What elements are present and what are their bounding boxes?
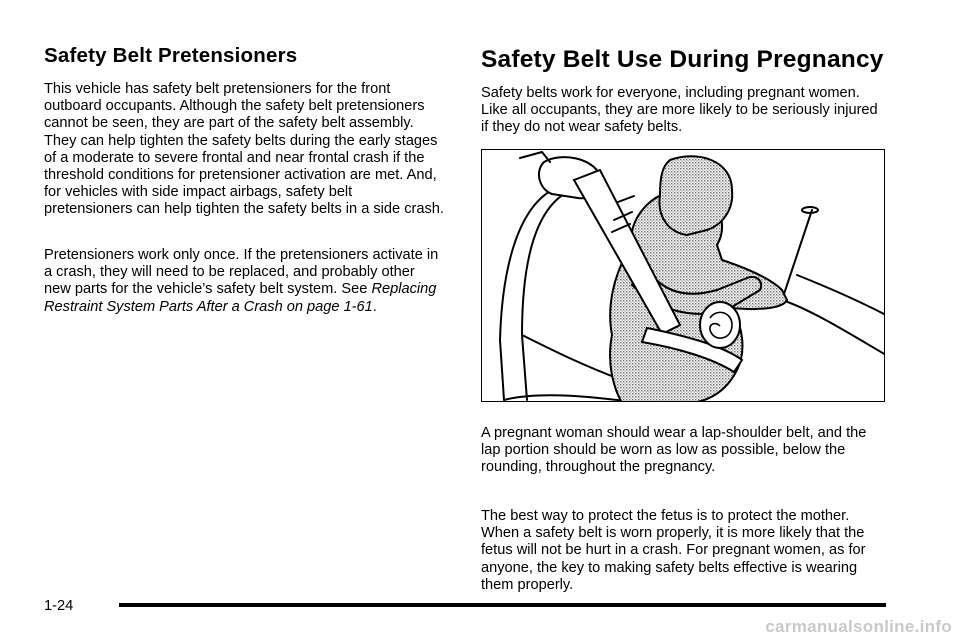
pregnancy-paragraph-1: Safety belts work for everyone, including pregnant women. Like all occupants, they are more likely to be seriously injured if they do not wear safety belts. [481, 85, 878, 136]
site-watermark: carmanualsonline.info [765, 617, 952, 636]
pretensioners-paragraph-2 [44, 247, 444, 316]
footer-divider [119, 603, 886, 607]
pregnant-woman-belt-illustration [481, 149, 885, 402]
pretensioners-paragraph-2-end: . [372, 298, 377, 315]
pregnancy-paragraph-2: A pregnant woman should wear a lap-shoulder belt, and the lap portion should be worn as low as possible, below the rounding, throughout the pregnancy. [481, 425, 867, 476]
page-number: 1-24 [44, 598, 74, 614]
pretensioners-paragraph-2-text: Pretensioners work only once. If the pretensioners activate in a crash, they will need to be replaced, and probably other new parts for the vehicle’s safety belt system. See [44, 247, 439, 298]
section-heading-pregnancy: Safety Belt Use During Pregnancy [481, 46, 884, 73]
pretensioners-paragraph-1: This vehicle has safety belt pretensioners for the front outboard occupants. Although the safety belt pretensioners cannot be seen, they are part of the safety belt assembly. They can help tighten the safety belts during the early stages of a moderate to severe frontal and near frontal crash if the threshold conditions for pretensioner activation are met. And, for vehicles with side impact airbags, safety belt pretensioners can help tighten the safety belts in a side crash. [44, 81, 444, 218]
section-heading-pretensioners: Safety Belt Pretensioners [44, 44, 298, 67]
cross-reference-link[interactable]: Replacing Restraint System Parts After a Crash on page 1-61 [44, 281, 437, 315]
pregnancy-paragraph-3: The best way to protect the fetus is to protect the mother. When a safety belt is worn properly, it is more likely that the fetus will not be hurt in a crash. For pregnant women, as for anyone, the key to making safety belts effective is wearing them properly. [481, 508, 866, 593]
